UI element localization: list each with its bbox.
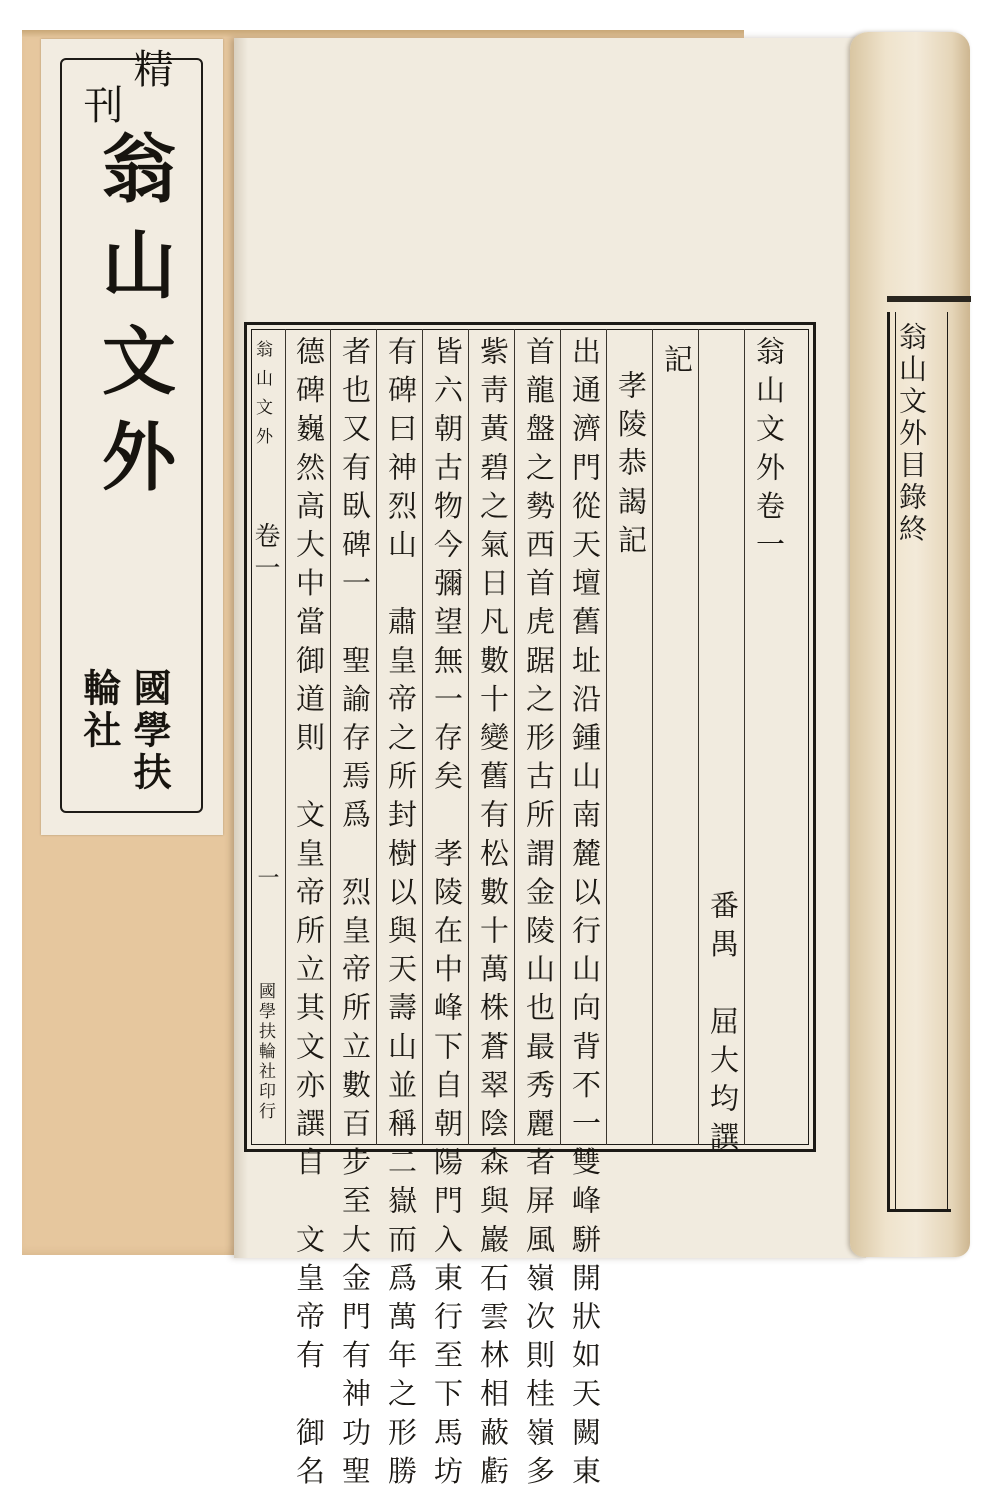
- slip-publisher-line2: 輪社: [77, 668, 122, 752]
- body-column: 皆六朝古物今彌望無一存矣 孝陵在中峰下自朝陽門入東行至下馬坊: [430, 336, 464, 1494]
- column-rule: [698, 329, 699, 1145]
- roll-frame-rule: [947, 312, 948, 1212]
- center-strip-volume: 卷一: [250, 522, 280, 586]
- slip-book-title: 翁山文外: [90, 130, 176, 514]
- body-column: 紫靑黃碧之氣日凡數十變舊有松數十萬株蒼翠陰森與巖石雲林相蔽虧: [476, 336, 510, 1494]
- center-strip-page-number: 一: [254, 866, 279, 898]
- center-strip-press: 國學扶輪社印行: [255, 982, 275, 1122]
- section-heading: 記: [660, 344, 694, 383]
- center-strip-book-title: 翁山文外: [252, 340, 272, 456]
- column-rule: [744, 329, 745, 1145]
- slip-label-kan: 刊: [77, 84, 123, 124]
- column-rule: [514, 329, 515, 1145]
- roll-frame-rule: [887, 312, 890, 1212]
- column-rule: [330, 329, 331, 1145]
- volume-heading: 翁山文外卷一: [752, 336, 786, 568]
- author-line: 番禺 屈大均譔: [706, 890, 740, 1161]
- column-rule: [422, 329, 423, 1145]
- slip-label-jing: 精: [127, 48, 173, 88]
- roll-table-of-contents-end: 翁山文外目錄終: [895, 322, 928, 546]
- cover-top-edge: [22, 30, 744, 38]
- column-rule: [560, 329, 561, 1145]
- body-column: 出通濟門從天壇舊址沿鍾山南麓以行山向背不一雙峰駢開狀如天闕東: [568, 336, 602, 1494]
- body-column: 德碑巍然高大中當御道則 文皇帝所立其文亦譔自 文皇帝有 御名: [292, 336, 326, 1494]
- column-rule: [652, 329, 653, 1145]
- roll-frame-rule: [887, 1209, 951, 1212]
- body-column: 者也又有臥碑一 聖諭存焉爲 烈皇帝所立數百步至大金門有神功聖: [338, 336, 372, 1494]
- body-column: 首龍盤之勢西首虎踞之形古所謂金陵山也最秀麗者屏風嶺次則桂嶺多: [522, 336, 556, 1494]
- column-rule: [606, 329, 607, 1145]
- body-column: 有碑曰神烈山 肅皇帝之所封樹以與天壽山並稱二嶽而爲萬年之形勝: [384, 336, 418, 1494]
- column-rule: [468, 329, 469, 1145]
- slip-publisher-line1: 國學扶: [127, 668, 172, 794]
- article-title: 孝陵恭謁記: [614, 370, 648, 563]
- center-strip-rule: [285, 329, 286, 1145]
- column-rule: [376, 329, 377, 1145]
